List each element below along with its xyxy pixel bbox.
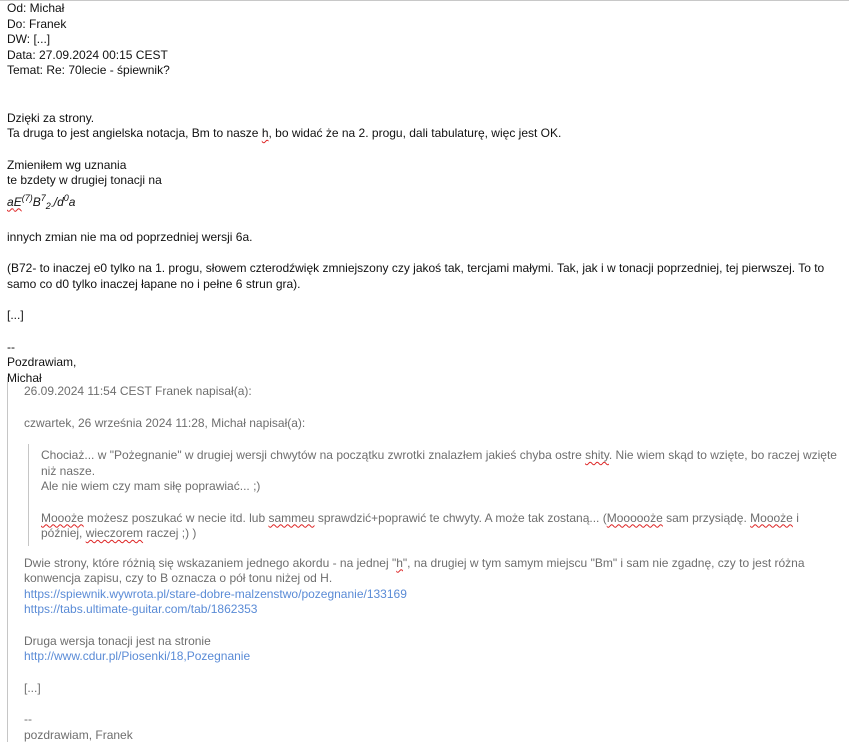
spellcheck-shity[interactable]: shity	[585, 448, 609, 462]
spellcheck-h[interactable]: h	[262, 126, 269, 140]
chord-e-sup: (7)	[22, 193, 33, 203]
body-explain: (B72- to inaczej e0 tylko na 1. progu, słowem czterodźwięk zmniejszony czy jakoś tak, tercjami małymi. Tak, jak i w tonacji poprzedniej, tej pierwszej. To to samo co d0 tylko inaczej łapane no i pełne 6 strun gra).	[7, 261, 843, 292]
spellcheck-moooooze[interactable]: Moooooże	[607, 511, 663, 525]
header-cc: DW: [...]	[7, 32, 843, 48]
body-changed: Zmieniłem wg uznania	[7, 158, 843, 174]
chord-b: B	[33, 195, 41, 209]
link-ultimate-guitar[interactable]: https://tabs.ultimate-guitar.com/tab/1862353	[24, 602, 257, 616]
signature-regards: Pozdrawiam,	[7, 355, 843, 371]
notation-text-b: , bo widać że na 2. progu, dali tabulaturę, więc jest OK.	[269, 126, 562, 140]
chord-slash: /	[54, 195, 57, 209]
nested-quote-p1: Chociaż... w "Pożegnanie" w drugiej wersji chwytów na początku zwrotki znalazłem jakieś chyba ostre shity. Nie wiem skąd to wzięte, bo raczej wzięte niż nasze.	[41, 448, 843, 479]
nested-quote-p2: Moooże możesz poszukać w necie itd. lub sammeu sprawdzić+poprawić te chwyty. A może tak zostaną... (Moooooże sam przysiądę. Moooże i później, wieczorem raczej ;) )	[41, 511, 843, 542]
quote-two-pages: Dwie strony, które różnią się wskazaniem jednego akordu - na jednej "h", na drugiej w tym samym miejscu "Bm" i sam nie zgadnę, czy to jest różna konwencja zapisu, czy to B oznacza o pół tonu niżej od H.	[24, 556, 843, 587]
chord-d-sup: 0	[64, 193, 69, 203]
header-subject: Temat: Re: 70lecie - śpiewnik?	[7, 63, 843, 79]
quote-ellipsis: [...]	[24, 681, 843, 697]
header-date: Data: 27.09.2024 00:15 CEST	[7, 48, 843, 64]
quote-other-version: Druga wersja tonacji jest na stronie	[24, 634, 843, 650]
signature-dash: --	[7, 340, 843, 356]
chord-sequence	[7, 189, 843, 215]
spellcheck-sammeu[interactable]: sammeu	[268, 511, 314, 525]
quote-signature-regards: pozdrawiam, Franek	[24, 728, 843, 743]
quote-attribution: 26.09.2024 11:54 CEST Franek napisał(a):	[24, 384, 843, 400]
quote-inner-attribution: czwartek, 26 września 2024 11:28, Michał napisał(a):	[24, 416, 843, 432]
body-thanks: Dzięki za strony.	[7, 111, 843, 127]
body-ellipsis: [...]	[7, 308, 843, 324]
message-body	[7, 1, 843, 386]
spellcheck-moooze-2[interactable]: Moooże	[750, 511, 793, 525]
spellcheck-h-2[interactable]: h	[396, 556, 403, 570]
link-spiewnik[interactable]: https://spiewnik.wywrota.pl/stare-dobre-malzenstwo/pozegnanie/133169	[24, 587, 407, 601]
chord-aE[interactable]: aE	[7, 195, 22, 209]
nested-quote	[28, 444, 843, 546]
chord-b-sup: 7	[41, 193, 46, 203]
notation-text-a: Ta druga to jest angielska notacja, Bm to nasze	[7, 126, 262, 140]
body-bzdety: te bzdety w drugiej tonacji na	[7, 173, 843, 189]
body-no-changes: innych zmian nie ma od poprzedniej wersji 6a.	[7, 230, 843, 246]
chord-d: d	[57, 195, 64, 209]
chord-a: a	[69, 195, 76, 209]
quoted-message	[7, 377, 843, 742]
body-notation	[7, 126, 843, 142]
chord-b-sub: 2-	[46, 201, 54, 211]
signature-name: Michał	[7, 371, 843, 387]
nested-quote-p1c: Ale nie wiem czy mam siłę poprawiać... ;)	[41, 479, 843, 495]
header-from: Od: Michał	[7, 1, 843, 17]
spellcheck-wieczorem[interactable]: wieczorem	[86, 526, 143, 540]
quote-signature-dash: --	[24, 712, 843, 728]
spellcheck-moooze[interactable]: Moooże	[41, 511, 84, 525]
header-to: Do: Franek	[7, 17, 843, 33]
link-cdur[interactable]: http://www.cdur.pl/Piosenki/18,Pozegnanie	[24, 649, 250, 663]
